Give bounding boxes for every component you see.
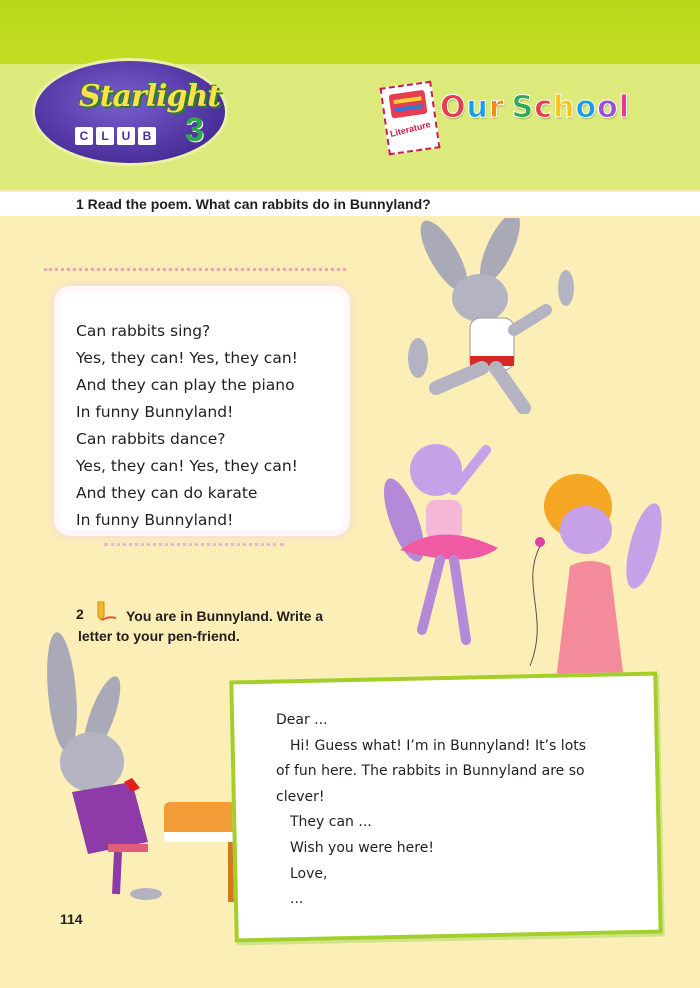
badge-label: Literature [388, 119, 432, 139]
task2-number: 2 [76, 606, 84, 622]
task2-line2: letter to your pen-friend. [78, 628, 240, 644]
letter-line: They can ... [290, 814, 372, 831]
poem-line: And they can play the piano [76, 376, 295, 394]
book-icon [389, 90, 428, 119]
section-title-letter: u [466, 90, 488, 125]
poem-line: Can rabbits sing? [76, 322, 211, 340]
section-title-letter: o [597, 90, 618, 125]
section-title-letter: r [488, 90, 504, 125]
logo-club-letters [75, 127, 156, 145]
section-title-letter: O [440, 90, 466, 125]
poem-line: Yes, they can! Yes, they can! [76, 457, 298, 475]
logo-club-letter: L [96, 127, 114, 145]
section-title-letter: S [511, 90, 534, 125]
poem-line: In funny Bunnyland! [76, 511, 234, 529]
letter-line: clever! [276, 788, 325, 805]
letter-closing: Love, [290, 865, 328, 882]
task1-instruction: 1 Read the poem. What can rabbits do in Bunnyland? [76, 196, 431, 212]
page-number: 114 [60, 911, 83, 927]
singer-rabbit-illustration [520, 466, 680, 696]
section-title-letter: l [618, 90, 629, 125]
section-title [440, 90, 629, 125]
section-title-letter: o [575, 90, 597, 125]
poem-line: Can rabbits dance? [76, 430, 226, 448]
piano-rabbit-illustration [28, 632, 258, 902]
section-title-letter: c [534, 90, 553, 125]
letter-line: Wish you were here! [290, 839, 434, 856]
ballet-rabbit-illustration [370, 430, 520, 650]
section-title-letter: h [553, 90, 575, 125]
poem [76, 318, 346, 534]
letter-greeting: Dear ... [276, 712, 328, 728]
logo-title: Starlight [79, 79, 221, 114]
pencil-icon [92, 600, 118, 622]
poem-line: Yes, they can! Yes, they can! [76, 349, 298, 367]
poem-line: In funny Bunnyland! [76, 403, 234, 421]
letter-line: Hi! Guess what! I’m in Bunnyland! It’s lots [290, 737, 587, 754]
task2-line1: You are in Bunnyland. Write a [126, 608, 324, 624]
literature-badge [380, 81, 441, 156]
logo-club-letter: C [75, 127, 93, 145]
logo-club-letter: U [117, 127, 135, 145]
section-title-space [505, 90, 511, 125]
poem-line: And they can do karate [76, 484, 258, 502]
starlight-club-logo [32, 58, 228, 166]
karate-rabbit-illustration [396, 218, 586, 414]
letter-signature: ... [290, 891, 304, 908]
logo-club-letter: B [138, 127, 156, 145]
logo-level: 3 [185, 111, 204, 149]
letter-line: of fun here. The rabbits in Bunnyland are so [276, 763, 585, 780]
letter-text [276, 708, 636, 913]
